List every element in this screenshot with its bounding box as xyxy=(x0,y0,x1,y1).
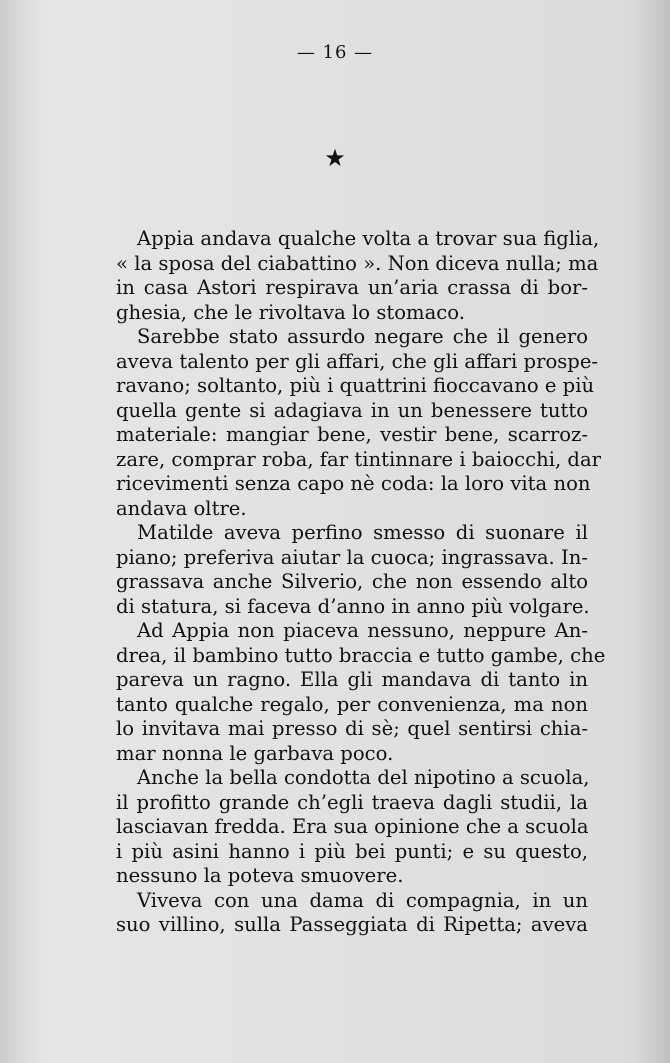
text-line: ravano; soltanto, più i quattrini fioccavano e più xyxy=(116,374,595,397)
text-line: mar nonna le garbava poco. xyxy=(116,741,394,765)
page-number: — 16 — xyxy=(296,42,374,63)
text-line: Ad Appia non piaceva nessuno, neppure An- xyxy=(137,619,588,642)
text-line: suo villino, sulla Passeggiata di Ripetta; aveva xyxy=(116,913,588,936)
text-line: in casa Astori respirava un’aria crassa di bor- xyxy=(116,276,588,299)
text-line: nessuno la poteva smuovere. xyxy=(116,864,404,887)
text-line: « la sposa del ciabattino ». Non diceva nulla; ma xyxy=(116,251,599,275)
text-line: ghesia, che le rivoltava lo stomaco. xyxy=(116,300,465,324)
paragraph-3 xyxy=(116,521,588,619)
text-line: lo invitava mai presso di sè; quel sentirsi chia- xyxy=(116,717,588,740)
text-line: andava oltre. xyxy=(116,496,247,520)
paragraph-5 xyxy=(116,766,588,889)
text-line: zare, comprar roba, far tintinnare i baiocchi, dar xyxy=(116,447,602,471)
text-line: ricevimenti senza capo nè coda: la loro vita non xyxy=(116,472,591,495)
text-line: drea, il bambino tutto braccia e tutto gambe, che xyxy=(116,643,606,667)
text-line: Appia andava qualche volta a trovar sua figlia, xyxy=(137,227,600,250)
paragraph-2 xyxy=(116,325,602,521)
text-line: Sarebbe stato assurdo negare che il genero xyxy=(137,325,588,348)
star-ornament-icon: ★ xyxy=(324,144,346,172)
text-line: quella gente si adagiava in un benessere tutto xyxy=(116,398,588,422)
paragraph-6 xyxy=(116,889,588,938)
text-line: tanto qualche regalo, per convenienza, ma non xyxy=(116,692,588,716)
text-line: Viveva con una dama di compagnia, in un xyxy=(137,888,588,912)
text-line: aveva talento per gli affari, che gli affari prospe- xyxy=(116,349,599,373)
text-line: lasciavan fredda. Era sua opinione che a scuola xyxy=(116,815,589,838)
text-line: Anche la bella condotta del nipotino a scuola, xyxy=(137,766,590,789)
text-line: il profitto grande ch’egli traeva dagli studii, la xyxy=(116,790,588,814)
text-line: di statura, si faceva d’anno in anno più volgare. xyxy=(116,594,590,618)
text-line: piano; preferiva aiutar la cuoca; ingrassava. In- xyxy=(116,545,588,569)
paragraph-4 xyxy=(116,619,606,766)
text-line: Matilde aveva perfino smesso di suonare il xyxy=(137,521,588,544)
text-line: i più asini hanno i più bei punti; e su questo, xyxy=(116,839,588,863)
text-line: pareva un ragno. Ella gli mandava di tanto in xyxy=(116,668,588,691)
text-line: grassava anche Silverio, che non essendo alto xyxy=(116,570,588,593)
paragraph-1 xyxy=(116,227,600,325)
text-line: materiale: mangiar bene, vestir bene, scarroz- xyxy=(116,423,588,446)
body-text xyxy=(116,227,606,938)
